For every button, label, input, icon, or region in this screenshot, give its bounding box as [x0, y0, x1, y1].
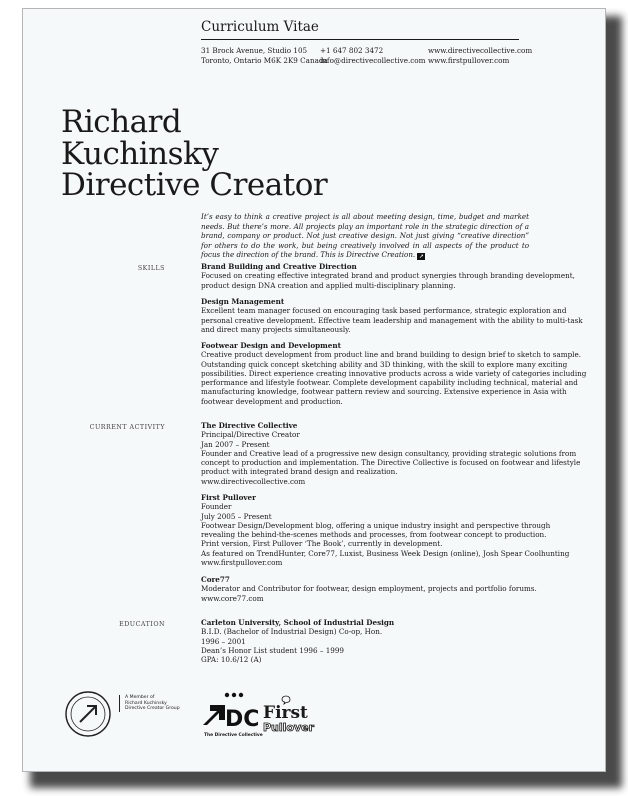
skill-item — [201, 297, 583, 334]
education-label: EDUCATION — [119, 621, 165, 628]
activity-line: product with integrated brand design and realization. — [201, 467, 398, 477]
arrow-icon: ➚ — [418, 253, 424, 260]
dc-mark-text: DC — [225, 707, 260, 729]
skill-line: manufacturing knowledge, footwear pattern review and sourcing. Extensive experience in Asia with — [201, 387, 567, 397]
skill-title: Brand Building and Creative Direction — [201, 262, 357, 271]
activity-line: Principal/Directive Creator — [201, 430, 300, 440]
education-line: GPA: 10.6/12 (A) — [201, 655, 262, 665]
education-line: B.I.D. (Bachelor of Industrial Design) Co-op, Hon. — [201, 627, 383, 637]
website-link-2[interactable]: www.firstpullover.com — [428, 55, 510, 65]
skill-line: possibilities. Direct experience creating innovative products across a wide variety of categories including — [201, 368, 587, 378]
skill-line: footwear development and production. — [201, 396, 343, 406]
document-title: Curriculum Vitae — [201, 19, 319, 35]
activity-line: Founder — [201, 502, 232, 512]
first-name: Richard — [61, 104, 182, 140]
education-title: Carleton University, School of Industrial Design — [201, 618, 395, 627]
address-block — [201, 46, 328, 65]
skills-label: SKILLS — [137, 265, 165, 272]
intro-paragraph — [201, 212, 529, 260]
first-word: First — [263, 703, 308, 723]
circle-logo-icon — [63, 689, 113, 739]
activity-item — [201, 575, 537, 603]
dc-caption: The Directive Collective — [204, 733, 263, 738]
email-link[interactable]: info@directivecollective.com — [320, 55, 426, 65]
current-activity-label: CURRENT ACTIVITY — [89, 424, 165, 431]
skill-line: performance and lifestyle footwear. Complete development capability including technical, material and — [201, 378, 578, 388]
address-line-1: 31 Brock Avenue, Studio 105 — [201, 46, 308, 55]
education-item — [201, 618, 531, 664]
activity-line: As featured on TrendHunter, Core77, Luxist, Business Week Design (online), Josh Spear Coolhunting — [201, 548, 570, 558]
activity-link[interactable]: www.core77.com — [201, 593, 264, 603]
dc-mark-icon — [201, 691, 261, 729]
member-line: Directive Creator Group — [125, 706, 180, 712]
activity-title: The Directive Collective — [201, 421, 298, 430]
skill-line: Outstanding quick concept sketching ability and 3D thinking, with the skill to explore many exciting — [201, 359, 568, 369]
skill-line: product design DNA creation and applied multi-disciplinary planning. — [201, 280, 456, 290]
skill-title: Design Management — [201, 297, 285, 306]
contact-block — [320, 46, 425, 65]
skill-item — [201, 262, 575, 290]
activity-title: Core77 — [201, 575, 230, 584]
activity-item — [201, 493, 570, 568]
pullover-word: Pullover — [263, 721, 315, 734]
address-line-2: Toronto, Ontario M6K 2K9 Canada — [201, 55, 328, 65]
first-pullover-logo — [263, 697, 333, 741]
phone: +1 647 802 3472 — [320, 46, 384, 55]
activity-line: Moderator and Contributor for footwear, design employment, projects and portfolio forums. — [201, 584, 537, 594]
activity-line: Founder and Creative lead of a progressive new design consultancy, providing strategic solutions from — [201, 448, 577, 458]
job-title: Directive Creator — [61, 167, 328, 203]
education-line: Dean’s Honor List student 1996 – 1999 — [201, 645, 345, 655]
skill-line: Creative product development from product line and brand building to design brief to sketch to sample. — [201, 350, 582, 360]
activity-line: July 2005 – Present — [201, 511, 272, 521]
website-link-1[interactable]: www.directivecollective.com — [428, 46, 533, 55]
name-heading — [61, 104, 328, 203]
activity-line: revealing the behind-the-scenes methods and processes, from footwear concept to production. — [201, 530, 547, 540]
member-caption — [119, 695, 180, 712]
education-line: 1996 – 2001 — [201, 636, 246, 646]
last-name: Kuchinsky — [61, 135, 219, 172]
directive-collective-logo — [201, 691, 261, 741]
skill-item — [201, 341, 587, 406]
skill-line: Excellent team manager focused on encouraging task based performance, strategic exploration and — [201, 306, 567, 316]
activity-line: Footwear Design/Development blog, offering a unique industry insight and perspective through — [201, 520, 551, 530]
cv-page — [22, 8, 606, 772]
activity-link[interactable]: www.directivecollective.com — [201, 476, 306, 486]
activity-item — [201, 421, 581, 486]
intro-text: It’s easy to think a creative project is all about meeting design, time, budget and market needs. But there’s more. All projects play an important role in the strategic direction of a brand, company or product. Not just creative design. Not just giving “creative direction” for others to do the work, but being creatively involved in all aspects of the product to focus the direction of the brand. This is Directive Creation. — [201, 212, 529, 259]
header-rule — [201, 39, 519, 40]
web-block — [428, 46, 532, 65]
activity-line: Jan 2007 – Present — [201, 439, 270, 449]
activity-link[interactable]: www.firstpullover.com — [201, 558, 283, 568]
activity-line: concept to production and implementation. The Directive Collective is focused on footwear and lifestyle — [201, 458, 581, 468]
activity-line: Print version, First Pullover ‘The Book’, currently in development. — [201, 539, 443, 549]
skill-title: Footwear Design and Development — [201, 341, 341, 350]
skill-line: Focused on creating effective integrated brand and product synergies through branding development, — [201, 271, 575, 281]
skill-line: and direct many projects simultaneously. — [201, 324, 351, 334]
member-line: Richard Kuchinsky — [125, 700, 167, 706]
member-line: A Member of — [125, 695, 155, 700]
activity-title: First Pullover — [201, 493, 256, 502]
skill-line: personal creative development. Effective team leadership and management with the ability to multi-task — [201, 315, 583, 325]
